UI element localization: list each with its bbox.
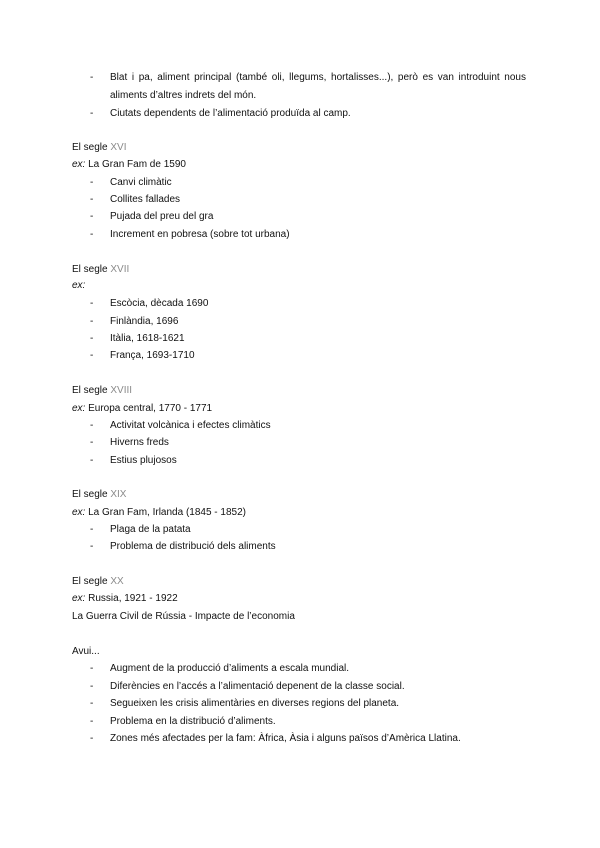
example-text: La Gran Fam de 1590 [85, 159, 186, 170]
section-note: La Guerra Civil de Rússia - Impacte de l’economia [72, 611, 295, 622]
century-label: XVII [110, 264, 130, 275]
example-line [72, 159, 186, 171]
list-item: Collites fallades [110, 194, 181, 205]
list-item: Diferències en l’accés a l’alimentació depenent de la classe social. [110, 681, 405, 692]
list-item: Plaga de la patata [110, 524, 191, 535]
bullet-dash: - [90, 350, 94, 361]
bullet-dash: - [90, 541, 94, 552]
century-label: XIX [110, 489, 127, 500]
list-item: Pujada del preu del gra [110, 211, 214, 222]
list-item: Activitat volcànica i efectes climàtics [110, 420, 271, 431]
example-label: ex: [72, 593, 86, 604]
list-item: Escòcia, dècada 1690 [110, 298, 209, 309]
bullet-dash: - [90, 211, 94, 222]
list-item: Augment de la producció d’aliments a escala mundial. [110, 663, 350, 674]
example-line [72, 280, 85, 292]
bullet-dash: - [90, 298, 94, 309]
bullet-dash: - [90, 420, 94, 431]
bullet-dash: - [90, 716, 94, 727]
bullet-dash: - [90, 177, 94, 188]
example-line [72, 507, 246, 519]
bullet-dash: - [90, 437, 94, 448]
example-text: Russia, 1921 - 1922 [85, 593, 178, 604]
list-item: Increment en pobresa (sobre tot urbana) [110, 229, 290, 240]
heading-prefix: El segle [72, 142, 111, 153]
section-heading [72, 142, 126, 154]
century-label: XX [110, 576, 124, 587]
bullet-dash: - [90, 455, 94, 466]
bullet-dash: - [90, 194, 94, 205]
bullet-text-continued: aliments d’altres indrets del món. [110, 90, 257, 101]
list-item: Canvi climàtic [110, 177, 172, 188]
list-item: Problema en la distribució d’aliments. [110, 716, 276, 727]
example-text: Europa central, 1770 - 1771 [85, 403, 213, 414]
list-item: Segueixen les crisis alimentàries en diverses regions del planeta. [110, 698, 400, 709]
bullet-dash: - [90, 663, 94, 674]
section-heading [72, 264, 129, 276]
bullet-dash: - [90, 333, 94, 344]
bullet-dash: - [90, 316, 94, 327]
example-line [72, 403, 212, 415]
section-heading [72, 385, 132, 397]
list-item: Hiverns freds [110, 437, 169, 448]
section-heading [72, 576, 124, 588]
heading-prefix: El segle [72, 489, 111, 500]
example-line [72, 593, 178, 605]
bullet-dash: - [90, 108, 94, 119]
century-label: XVIII [110, 385, 133, 396]
example-label: ex: [72, 507, 86, 518]
bullet-dash: - [90, 524, 94, 535]
example-label: ex: [72, 403, 86, 414]
section-heading: Avui... [72, 646, 100, 657]
heading-prefix: El segle [72, 385, 111, 396]
example-label: ex: [72, 159, 86, 170]
century-label: XVI [110, 142, 127, 153]
example-label: ex: [72, 280, 86, 291]
list-item: França, 1693-1710 [110, 350, 195, 361]
list-item: Finlàndia, 1696 [110, 316, 179, 327]
bullet-dash: - [90, 733, 94, 744]
heading-prefix: El segle [72, 576, 111, 587]
bullet-dash: - [90, 229, 94, 240]
bullet-text: Ciutats dependents de l’alimentació produïda al camp. [110, 108, 351, 119]
list-item: Zones més afectades per la fam: Àfrica, Àsia i alguns països d’Amèrica Llatina. [110, 733, 461, 744]
bullet-text: Blat i pa, aliment principal (també oli, llegums, hortalisses...), però es van introduint nous [110, 72, 526, 83]
bullet-dash: - [90, 681, 94, 692]
heading-prefix: El segle [72, 264, 111, 275]
bullet-dash: - [90, 72, 94, 83]
section-heading [72, 489, 126, 501]
list-item: Estius plujosos [110, 455, 177, 466]
bullet-dash: - [90, 698, 94, 709]
list-item: Problema de distribució dels aliments [110, 541, 276, 552]
example-text: La Gran Fam, Irlanda (1845 - 1852) [85, 507, 246, 518]
list-item: Itàlia, 1618-1621 [110, 333, 185, 344]
